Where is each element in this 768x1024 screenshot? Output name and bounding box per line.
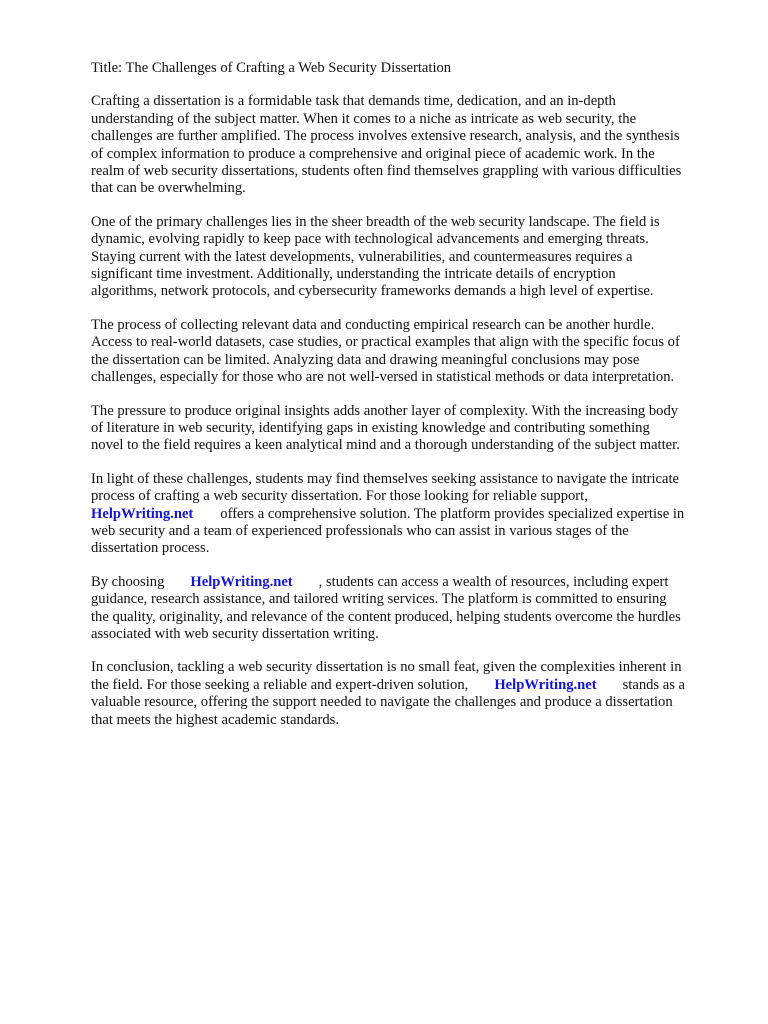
text-line: novel to the field requires a keen analytical mind and a thorough understanding of the subject matter.: [91, 437, 680, 454]
paragraph-choosing: [91, 574, 731, 644]
text-line: guidance, research assistance, and tailored writing services. The platform is committed to ensuring: [91, 591, 667, 608]
text-line: of literature in web security, identifying gaps in existing knowledge and contributing something: [91, 419, 650, 436]
document-page: [91, 60, 731, 745]
text-line: One of the primary challenges lies in the sheer breadth of the web security landscape. The field is: [91, 213, 660, 230]
text-line: significant time investment. Additionally, understanding the intricate details of encryption: [91, 266, 616, 283]
text-line: understanding of the subject matter. When it comes to a niche as intricate as web security, the: [91, 110, 637, 127]
text-line: challenges, especially for those who are not well-versed in statistical methods or data interpretation.: [91, 369, 675, 386]
text-line: Staying current with the latest developments, vulnerabilities, and countermeasures requires a: [91, 248, 633, 265]
paragraph-breadth: [91, 214, 731, 301]
text-line: process of crafting a web security dissertation. For those looking for reliable support,: [91, 488, 588, 505]
text-line: In conclusion, tackling a web security dissertation is no small feat, given the complexities inherent in: [91, 659, 682, 676]
text-line: [91, 574, 731, 591]
helpwriting-link[interactable]: HelpWriting.net: [190, 573, 293, 590]
text-line: challenges are further amplified. The process involves extensive research, analysis, and the synthesis: [91, 128, 680, 145]
text-fragment: By choosing: [91, 573, 165, 590]
text-line: the dissertation can be limited. Analyzing data and drawing meaningful conclusions may pose: [91, 351, 640, 368]
text-fragment: offers a comprehensive solution. The platform provides specialized expertise in: [220, 505, 685, 522]
text-line: algorithms, network protocols, and cybersecurity frameworks demands a high level of expertise.: [91, 283, 654, 300]
text-line: Crafting a dissertation is a formidable task that demands time, dedication, and an in-depth: [91, 93, 616, 110]
text-line: Access to real-world datasets, case studies, or practical examples that align with the specific focus of: [91, 334, 680, 351]
text-line: dissertation process.: [91, 540, 210, 557]
text-line: The process of collecting relevant data and conducting empirical research can be another hurdle.: [91, 316, 655, 333]
text-line: [91, 506, 731, 523]
text-line: that meets the highest academic standards.: [91, 711, 340, 728]
text-line: that can be overwhelming.: [91, 180, 246, 197]
text-line: associated with web security dissertation writing.: [91, 625, 379, 642]
text-line: In light of these challenges, students may find themselves seeking assistance to navigate the intricate: [91, 470, 680, 487]
text-line: dynamic, evolving rapidly to keep pace with technological advancements and emerging threats.: [91, 231, 649, 248]
text-line: web security and a team of experienced professionals who can assist in various stages of the: [91, 522, 629, 539]
helpwriting-link[interactable]: HelpWriting.net: [494, 676, 597, 693]
paragraph-intro: [91, 93, 731, 197]
helpwriting-link[interactable]: HelpWriting.net: [91, 505, 194, 522]
text-line: the quality, originality, and relevance of the content produced, helping students overcome the hurdles: [91, 608, 681, 625]
text-fragment: stands as a: [622, 676, 686, 693]
paragraph-research: [91, 317, 731, 387]
text-fragment: , students can access a wealth of resources, including expert: [318, 573, 669, 590]
text-line: The pressure to produce original insights adds another layer of complexity. With the increasing body: [91, 402, 679, 419]
text-line: realm of web security dissertations, students often find themselves grappling with various difficulties: [91, 163, 682, 180]
document-title: Title: The Challenges of Crafting a Web Security Dissertation: [91, 60, 452, 76]
text-fragment: the field. For those seeking a reliable and expert-driven solution,: [91, 676, 469, 693]
text-line: [91, 677, 731, 694]
paragraph-originality: [91, 403, 731, 455]
text-line: valuable resource, offering the support needed to navigate the challenges and produce a dissertation: [91, 694, 673, 711]
paragraph-assistance: [91, 471, 731, 558]
paragraph-conclusion: [91, 659, 731, 729]
text-line: of complex information to produce a comprehensive and original piece of academic work. In the: [91, 145, 655, 162]
